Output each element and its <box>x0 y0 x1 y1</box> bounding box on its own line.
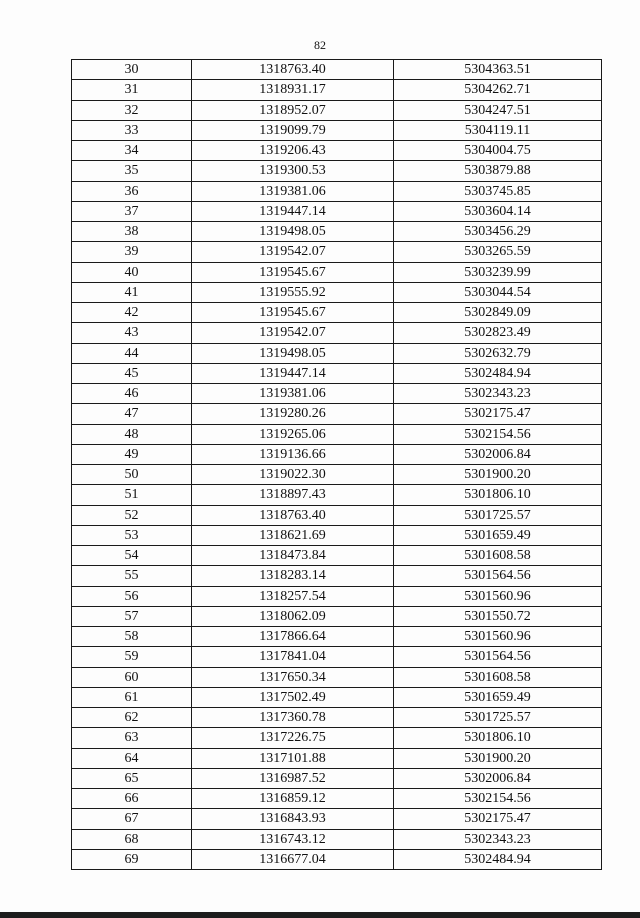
table-row <box>72 728 602 748</box>
y-coordinate-cell: 5302343.23 <box>394 829 602 849</box>
table-row <box>72 303 602 323</box>
y-coordinate-cell: 5301725.57 <box>394 505 602 525</box>
table-row <box>72 708 602 728</box>
table-row <box>72 829 602 849</box>
y-coordinate-cell: 5303044.54 <box>394 282 602 302</box>
scan-bottom-edge <box>0 912 640 918</box>
point-number-cell: 32 <box>72 100 192 120</box>
table-row <box>72 586 602 606</box>
point-number-cell: 54 <box>72 546 192 566</box>
table-row <box>72 242 602 262</box>
y-coordinate-cell: 5304247.51 <box>394 100 602 120</box>
x-coordinate-cell: 1319545.67 <box>192 303 394 323</box>
x-coordinate-cell: 1319542.07 <box>192 323 394 343</box>
point-number-cell: 64 <box>72 748 192 768</box>
x-coordinate-cell: 1319136.66 <box>192 444 394 464</box>
point-number-cell: 46 <box>72 384 192 404</box>
table-row <box>72 687 602 707</box>
coordinates-table <box>71 59 602 870</box>
x-coordinate-cell: 1318897.43 <box>192 485 394 505</box>
y-coordinate-cell: 5302175.47 <box>394 809 602 829</box>
table-row <box>72 201 602 221</box>
point-number-cell: 61 <box>72 687 192 707</box>
table-row <box>72 282 602 302</box>
table-row <box>72 849 602 869</box>
y-coordinate-cell: 5303265.59 <box>394 242 602 262</box>
point-number-cell: 63 <box>72 728 192 748</box>
x-coordinate-cell: 1319447.14 <box>192 201 394 221</box>
point-number-cell: 50 <box>72 465 192 485</box>
x-coordinate-cell: 1319280.26 <box>192 404 394 424</box>
table-row <box>72 181 602 201</box>
y-coordinate-cell: 5302343.23 <box>394 384 602 404</box>
table-row <box>72 606 602 626</box>
x-coordinate-cell: 1317360.78 <box>192 708 394 728</box>
x-coordinate-cell: 1317226.75 <box>192 728 394 748</box>
y-coordinate-cell: 5302632.79 <box>394 343 602 363</box>
point-number-cell: 33 <box>72 120 192 140</box>
x-coordinate-cell: 1316743.12 <box>192 829 394 849</box>
y-coordinate-cell: 5304363.51 <box>394 60 602 80</box>
table-row <box>72 566 602 586</box>
table-row <box>72 323 602 343</box>
point-number-cell: 45 <box>72 363 192 383</box>
y-coordinate-cell: 5304262.71 <box>394 80 602 100</box>
x-coordinate-cell: 1319206.43 <box>192 141 394 161</box>
table-row <box>72 100 602 120</box>
y-coordinate-cell: 5301550.72 <box>394 606 602 626</box>
y-coordinate-cell: 5301560.96 <box>394 627 602 647</box>
point-number-cell: 36 <box>72 181 192 201</box>
x-coordinate-cell: 1318257.54 <box>192 586 394 606</box>
y-coordinate-cell: 5301806.10 <box>394 485 602 505</box>
y-coordinate-cell: 5302154.56 <box>394 789 602 809</box>
table-row <box>72 647 602 667</box>
point-number-cell: 68 <box>72 829 192 849</box>
table-row <box>72 404 602 424</box>
x-coordinate-cell: 1319555.92 <box>192 282 394 302</box>
x-coordinate-cell: 1318763.40 <box>192 505 394 525</box>
point-number-cell: 42 <box>72 303 192 323</box>
x-coordinate-cell: 1319542.07 <box>192 242 394 262</box>
y-coordinate-cell: 5302849.09 <box>394 303 602 323</box>
x-coordinate-cell: 1319022.30 <box>192 465 394 485</box>
point-number-cell: 62 <box>72 708 192 728</box>
y-coordinate-cell: 5302823.49 <box>394 323 602 343</box>
x-coordinate-cell: 1317502.49 <box>192 687 394 707</box>
y-coordinate-cell: 5302154.56 <box>394 424 602 444</box>
y-coordinate-cell: 5302484.94 <box>394 363 602 383</box>
point-number-cell: 65 <box>72 768 192 788</box>
x-coordinate-cell: 1316677.04 <box>192 849 394 869</box>
table-row <box>72 60 602 80</box>
table-row <box>72 444 602 464</box>
x-coordinate-cell: 1318621.69 <box>192 525 394 545</box>
point-number-cell: 55 <box>72 566 192 586</box>
x-coordinate-cell: 1319498.05 <box>192 222 394 242</box>
table-row <box>72 485 602 505</box>
y-coordinate-cell: 5304119.11 <box>394 120 602 140</box>
point-number-cell: 57 <box>72 606 192 626</box>
point-number-cell: 41 <box>72 282 192 302</box>
y-coordinate-cell: 5301608.58 <box>394 546 602 566</box>
point-number-cell: 59 <box>72 647 192 667</box>
table-row <box>72 343 602 363</box>
point-number-cell: 49 <box>72 444 192 464</box>
table-row <box>72 525 602 545</box>
table-row <box>72 384 602 404</box>
coordinates-table-body <box>72 60 602 870</box>
point-number-cell: 38 <box>72 222 192 242</box>
y-coordinate-cell: 5301806.10 <box>394 728 602 748</box>
x-coordinate-cell: 1318473.84 <box>192 546 394 566</box>
point-number-cell: 47 <box>72 404 192 424</box>
y-coordinate-cell: 5301900.20 <box>394 465 602 485</box>
y-coordinate-cell: 5301900.20 <box>394 748 602 768</box>
table-row <box>72 465 602 485</box>
point-number-cell: 34 <box>72 141 192 161</box>
x-coordinate-cell: 1319381.06 <box>192 181 394 201</box>
table-row <box>72 80 602 100</box>
y-coordinate-cell: 5302484.94 <box>394 849 602 869</box>
y-coordinate-cell: 5303456.29 <box>394 222 602 242</box>
table-row <box>72 546 602 566</box>
table-row <box>72 809 602 829</box>
point-number-cell: 43 <box>72 323 192 343</box>
x-coordinate-cell: 1319099.79 <box>192 120 394 140</box>
table-row <box>72 789 602 809</box>
x-coordinate-cell: 1318952.07 <box>192 100 394 120</box>
x-coordinate-cell: 1318763.40 <box>192 60 394 80</box>
table-row <box>72 768 602 788</box>
table-row <box>72 161 602 181</box>
x-coordinate-cell: 1319265.06 <box>192 424 394 444</box>
y-coordinate-cell: 5301564.56 <box>394 647 602 667</box>
y-coordinate-cell: 5301659.49 <box>394 525 602 545</box>
page-number: 82 <box>314 38 326 52</box>
y-coordinate-cell: 5303879.88 <box>394 161 602 181</box>
y-coordinate-cell: 5301659.49 <box>394 687 602 707</box>
x-coordinate-cell: 1317101.88 <box>192 748 394 768</box>
point-number-cell: 58 <box>72 627 192 647</box>
point-number-cell: 30 <box>72 60 192 80</box>
x-coordinate-cell: 1316843.93 <box>192 809 394 829</box>
x-coordinate-cell: 1319545.67 <box>192 262 394 282</box>
y-coordinate-cell: 5303604.14 <box>394 201 602 221</box>
y-coordinate-cell: 5304004.75 <box>394 141 602 161</box>
point-number-cell: 48 <box>72 424 192 444</box>
table-row <box>72 222 602 242</box>
x-coordinate-cell: 1319498.05 <box>192 343 394 363</box>
table-row <box>72 748 602 768</box>
table-row <box>72 141 602 161</box>
point-number-cell: 51 <box>72 485 192 505</box>
y-coordinate-cell: 5301560.96 <box>394 586 602 606</box>
point-number-cell: 60 <box>72 667 192 687</box>
table-row <box>72 120 602 140</box>
y-coordinate-cell: 5302006.84 <box>394 444 602 464</box>
y-coordinate-cell: 5303745.85 <box>394 181 602 201</box>
point-number-cell: 40 <box>72 262 192 282</box>
table-row <box>72 505 602 525</box>
x-coordinate-cell: 1318062.09 <box>192 606 394 626</box>
point-number-cell: 31 <box>72 80 192 100</box>
y-coordinate-cell: 5302006.84 <box>394 768 602 788</box>
point-number-cell: 66 <box>72 789 192 809</box>
x-coordinate-cell: 1319447.14 <box>192 363 394 383</box>
point-number-cell: 44 <box>72 343 192 363</box>
point-number-cell: 37 <box>72 201 192 221</box>
x-coordinate-cell: 1316859.12 <box>192 789 394 809</box>
x-coordinate-cell: 1317841.04 <box>192 647 394 667</box>
x-coordinate-cell: 1317866.64 <box>192 627 394 647</box>
table-row <box>72 424 602 444</box>
x-coordinate-cell: 1317650.34 <box>192 667 394 687</box>
x-coordinate-cell: 1319381.06 <box>192 384 394 404</box>
y-coordinate-cell: 5301564.56 <box>394 566 602 586</box>
point-number-cell: 52 <box>72 505 192 525</box>
y-coordinate-cell: 5302175.47 <box>394 404 602 424</box>
point-number-cell: 53 <box>72 525 192 545</box>
point-number-cell: 67 <box>72 809 192 829</box>
point-number-cell: 35 <box>72 161 192 181</box>
x-coordinate-cell: 1319300.53 <box>192 161 394 181</box>
x-coordinate-cell: 1318283.14 <box>192 566 394 586</box>
x-coordinate-cell: 1318931.17 <box>192 80 394 100</box>
table-row <box>72 667 602 687</box>
y-coordinate-cell: 5303239.99 <box>394 262 602 282</box>
y-coordinate-cell: 5301608.58 <box>394 667 602 687</box>
table-row <box>72 262 602 282</box>
point-number-cell: 69 <box>72 849 192 869</box>
x-coordinate-cell: 1316987.52 <box>192 768 394 788</box>
point-number-cell: 56 <box>72 586 192 606</box>
point-number-cell: 39 <box>72 242 192 262</box>
table-row <box>72 627 602 647</box>
y-coordinate-cell: 5301725.57 <box>394 708 602 728</box>
table-row <box>72 363 602 383</box>
